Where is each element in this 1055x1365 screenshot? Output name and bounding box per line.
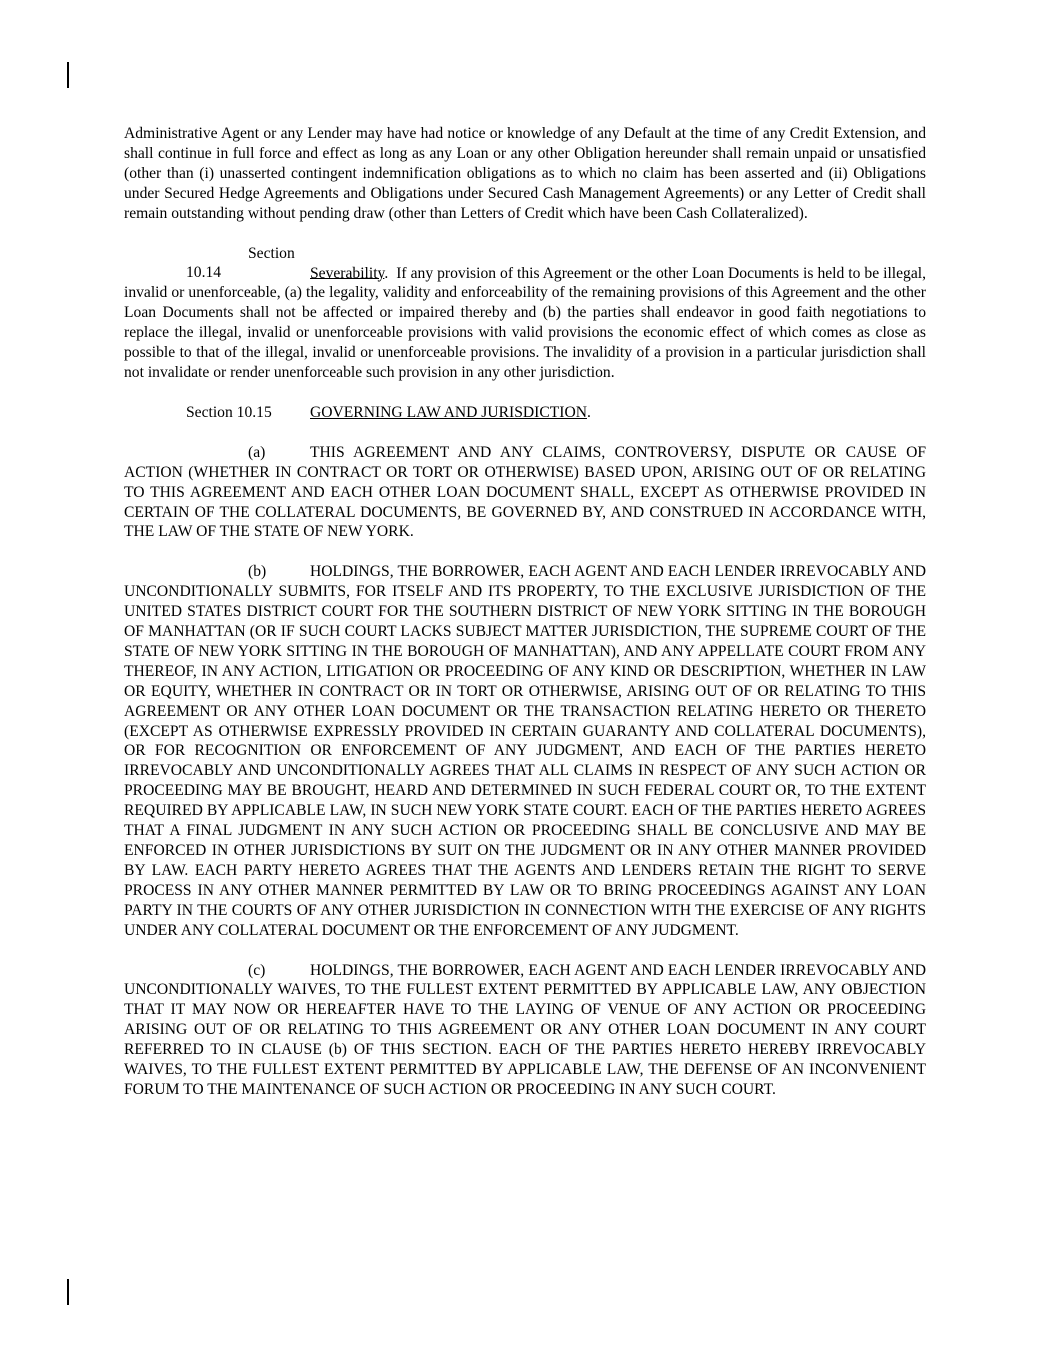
section-10-14-title: Severability <box>310 264 385 282</box>
clause-a-label: (a) <box>248 443 266 461</box>
clause-a-text: THIS AGREEMENT AND ANY CLAIMS, CONTROVERSY, DISPUTE OR CAUSE OF ACTION (WHETHER IN CONTRACT OR TORT OR OTHERWISE) BASED UPON, ARISING OUT OF OR RELATING TO THIS AGREEMENT AND EACH OTHER LOAN DOCUMENT SHALL, EXCEPT AS OTHERWISE PROVIDED IN CERTAIN OF THE COLLATERAL DOCUMENTS, BE GOVERNED BY, AND CONSTRUED IN ACCORDANCE WITH, THE LAW OF THE STATE OF NEW YORK. <box>124 443 926 541</box>
section-10-15-number: Section 10.15 <box>186 403 272 421</box>
section-10-15-heading: Section 10.15 GOVERNING LAW AND JURISDICTION. <box>186 403 591 421</box>
clause-b <box>124 562 926 940</box>
clause-c-label: (c) <box>248 961 266 979</box>
margin-change-bar-top <box>67 62 69 88</box>
section-10-15-title: GOVERNING LAW AND JURISDICTION <box>310 403 587 421</box>
section-10-14-body: If any provision of this Agreement or the other Loan Documents is held to be illegal, invalid or unenforceable, (a) the legality, validity and enforceability of the remaining provisions of this Agreement and the other Loan Documents shall not be affected or impaired thereby and (b) the parties shall endeavor in good faith negotiations to replace the illegal, invalid or unenforceable provisions with valid provisions the economic effect of which comes as close as possible to that of the illegal, invalid or unenforceable provisions. The invalidity of a provision in a particular jurisdiction shall not invalidate or render unenforceable such provision in any other jurisdiction. <box>124 264 926 381</box>
intro-paragraph: Administrative Agent or any Lender may have had notice or knowledge of any Default at the time of any Credit Extension, and shall continue in full force and effect as long as any Loan or any other Obligation hereunder shall remain unpaid or unsatisfied (other than (i) unasserted contingent indemnification obligations as to which no claim has been asserted and (ii) Obligations under Secured Hedge Agreements and Obligations under Secured Cash Management Agreements) or any Letter of Credit shall remain outstanding without pending draw (other than Letters of Credit which have been Cash Collateralized). <box>124 125 926 222</box>
clause-c-text: HOLDINGS, THE BORROWER, EACH AGENT AND EACH LENDER IRREVOCABLY AND UNCONDITIONALLY WAIVES, TO THE FULLEST EXTENT PERMITTED BY APPLICABLE LAW, ANY OBJECTION THAT IT MAY NOW OR HEREAFTER HAVE TO THE LAYING OF VENUE OF ANY ACTION OR PROCEEDING ARISING OUT OF OR RELATING TO THIS AGREEMENT OR ANY OTHER LOAN DOCUMENT IN ANY COURT REFERRED TO IN CLAUSE (b) OF THIS SECTION. EACH OF THE PARTIES HERETO HEREBY IRREVOCABLY WAIVES, TO THE FULLEST EXTENT PERMITTED BY APPLICABLE LAW, THE DEFENSE OF AN INCONVENIENT FORUM TO THE MAINTENANCE OF SUCH ACTION OR PROCEEDING IN ANY SUCH COURT. <box>124 961 926 1098</box>
section-10-14: Section 10.14 Severability. If any provision of this Agreement or the other Loan Documents is held to be illegal, invalid or unenforceable, (a) the legality, validity and enforceability of the remaining provisions of this Agreement and the other Loan Documents shall not be affected or impaired thereby and (b) the parties shall endeavor in good faith negotiations to replace the illegal, invalid or unenforceable provisions with valid provisions the economic effect of which comes as close as possible to that of the illegal, invalid or unenforceable provisions. The invalidity of a provision in a particular jurisdiction shall not invalidate or render unenforceable such provision in any other jurisdiction. <box>124 244 926 381</box>
clause-b-label: (b) <box>248 563 267 581</box>
clause-c <box>124 961 926 1100</box>
section-10-14-number: Section 10.14 <box>186 244 295 282</box>
clause-a <box>124 443 926 543</box>
document-page <box>124 124 926 1120</box>
margin-change-bar-bottom <box>67 1279 69 1305</box>
clause-b-text: HOLDINGS, THE BORROWER, EACH AGENT AND EACH LENDER IRREVOCABLY AND UNCONDITIONALLY SUBMITS, FOR ITSELF AND ITS PROPERTY, TO THE EXCLUSIVE JURISDICTION OF THE UNITED STATES DISTRICT COURT FOR THE SOUTHERN DISTRICT OF NEW YORK SITTING IN THE BOROUGH OF MANHATTAN (OR IF SUCH COURT LACKS SUBJECT MATTER JURISDICTION, THE SUPREME COURT OF THE STATE OF NEW YORK SITTING IN THE BOROUGH OF MANHATTAN), AND ANY APPELLATE COURT FROM ANY THEREOF, IN ANY ACTION, LITIGATION OR PROCEEDING OF ANY KIND OR DESCRIPTION, WHETHER IN LAW OR EQUITY, WHETHER IN CONTRACT OR IN TORT OR OTHERWISE, ARISING OUT OF OR RELATING TO THIS AGREEMENT OR ANY OTHER LOAN DOCUMENT OR THE TRANSACTION RELATING HERETO OR THERETO (EXCEPT AS OTHERWISE EXPRESSLY PROVIDED IN CERTAIN GUARANTY AND COLLATERAL DOCUMENTS), OR FOR RECOGNITION OR ENFORCEMENT OF ANY JUDGMENT, AND EACH OF THE PARTIES HERETO IRREVOCABLY AND UNCONDITIONALLY AGREES THAT ALL CLAIMS IN RESPECT OF ANY SUCH ACTION OR PROCEEDING MAY BE BROUGHT, HEARD AND DETERMINED IN SUCH FEDERAL COURT OR, TO THE EXTENT REQUIRED BY APPLICABLE LAW, IN SUCH NEW YORK STATE COURT. EACH OF THE PARTIES HERETO AGREES THAT A FINAL JUDGMENT IN ANY SUCH ACTION OR PROCEEDING SHALL BE CONCLUSIVE AND MAY BE ENFORCED IN OTHER JURISDICTIONS BY SUIT ON THE JUDGMENT OR IN ANY OTHER MANNER PROVIDED BY LAW. EACH PARTY HERETO AGREES THAT THE AGENTS AND LENDERS RETAIN THE RIGHT TO SERVE PROCESS IN ANY OTHER MANNER PERMITTED BY LAW OR TO BRING PROCEEDINGS AGAINST ANY LOAN PARTY IN THE COURTS OF ANY OTHER JURISDICTION IN CONNECTION WITH THE EXERCISE OF ANY RIGHTS UNDER ANY COLLATERAL DOCUMENT OR THE ENFORCEMENT OF ANY JUDGMENT. <box>124 563 926 939</box>
